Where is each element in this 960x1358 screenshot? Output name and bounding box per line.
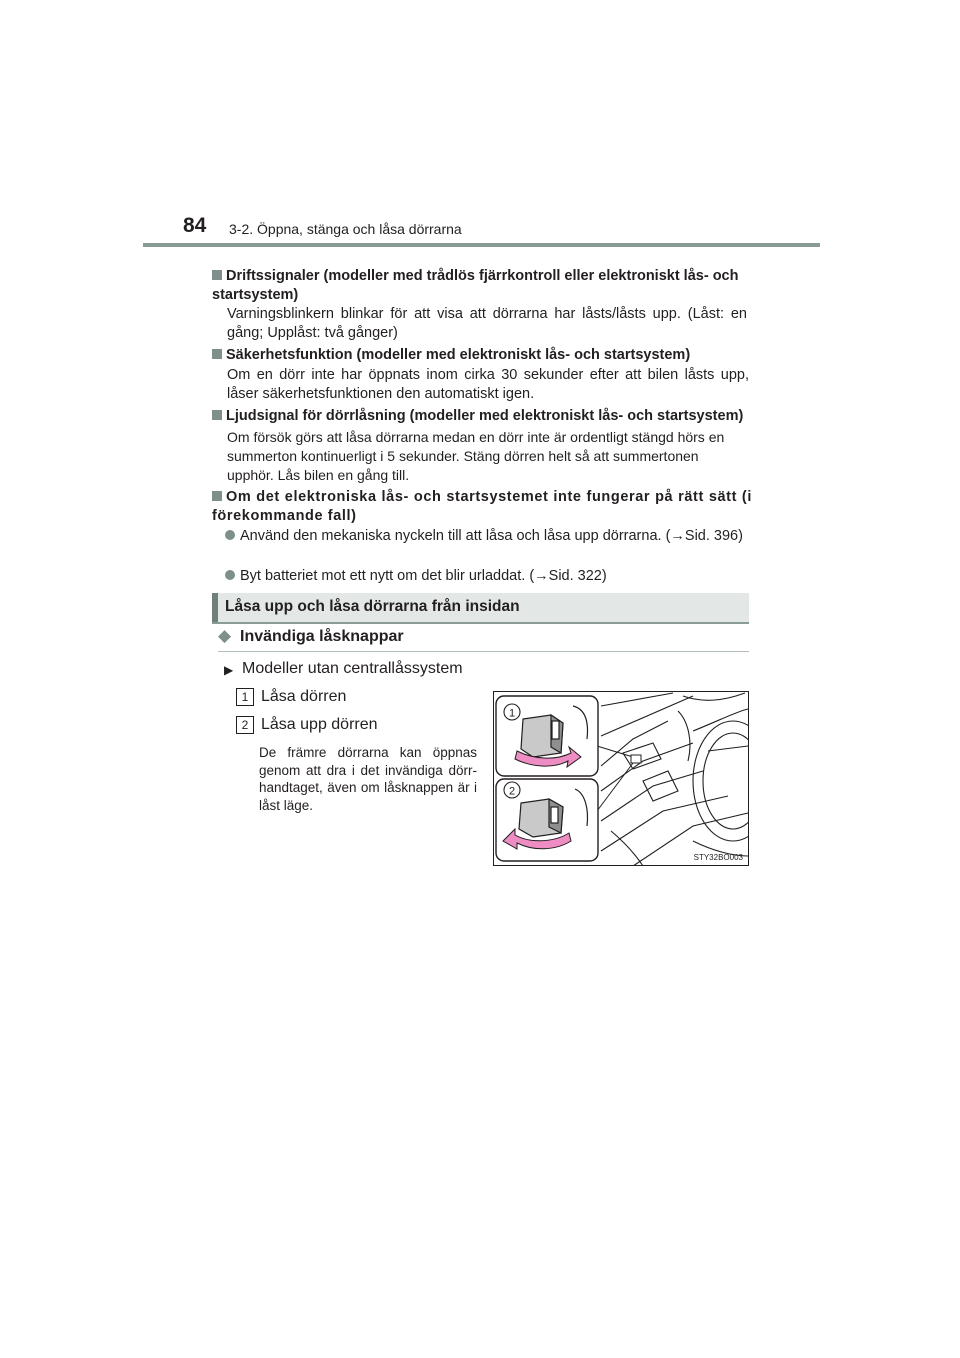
callout-2: 2 xyxy=(508,785,516,798)
door-lock-illustration xyxy=(493,691,749,866)
bullet-batteriet xyxy=(225,567,749,586)
item-body-sakerhet: Om en dörr inte har öppnats inom cirka 30 sekunder efter att bilen låsts upp, låser säkerhetsfunktionen den automatiskt igen. xyxy=(227,367,749,402)
chapter-title: 3-2. Öppna, stänga och låsa dörrarna xyxy=(229,221,462,237)
item-title: Säkerhetsfunktion (modeller med elektroniskt lås- och startsystem) xyxy=(226,347,691,363)
subsection-rule xyxy=(218,651,749,652)
step-number-2: 2 xyxy=(236,716,254,734)
triangle-right-icon: ▶ xyxy=(224,663,234,677)
round-bullet-icon xyxy=(225,570,235,580)
item-title: Ljudsignal för dörrlåsning (modeller med elektroniskt lås- och startsystem) xyxy=(226,408,744,424)
bullet-text: Byt batteriet mot ett nytt om det blir urladdat. (→Sid. 322) xyxy=(240,568,607,584)
bullet-mekaniska-nyckeln xyxy=(225,527,749,546)
item-title: Driftssignaler (modeller med trådlös fjärrkontroll eller elektroniskt lås- och startsystem) xyxy=(212,268,739,303)
step-text-unlock: Låsa upp dörren xyxy=(261,716,378,733)
item-heading-sakerhet xyxy=(212,346,752,365)
page-number: 84 xyxy=(183,214,207,237)
item-body-ljudsignal: Om försök görs att låsa dörrarna medan en dörr inte är ordentligt stängd hörs en summerton kontinuerligt i 5 sekunder. Stäng dörren helt så att summertonen upphör. Lås bilen en gång till. xyxy=(227,429,725,483)
section-stripe xyxy=(212,593,218,622)
round-bullet-icon xyxy=(225,530,235,540)
step-text-lock: Låsa dörren xyxy=(261,688,347,705)
subsection-title: Invändiga låsknappar xyxy=(240,628,404,645)
section-header xyxy=(212,593,749,624)
section-title: Låsa upp och låsa dörrarna från insidan xyxy=(225,598,520,615)
square-bullet-icon xyxy=(212,491,222,501)
square-bullet-icon xyxy=(212,349,222,359)
step-number-1: 1 xyxy=(236,688,254,706)
square-bullet-icon xyxy=(212,410,222,420)
diamond-icon: ◆ xyxy=(218,626,232,645)
callout-1: 1 xyxy=(508,707,516,720)
item-heading-elektroniska xyxy=(212,488,752,526)
bullet-text: Använd den mekaniska nyckeln till att låsa och låsa upp dörrarna. (→Sid. 396) xyxy=(240,528,743,544)
item-body-drift: Varningsblinkern blinkar för att visa att dörrarna har låsts/låsts upp. (Låst: en gång; Upplåst: två gånger) xyxy=(227,306,747,341)
model-label: Modeller utan centrallåssystem xyxy=(242,660,463,677)
item-heading-ljudsignal xyxy=(212,407,757,426)
figure-code: STY32BO003 xyxy=(693,853,743,862)
item-title: Om det elektroniska lås- och startsystemet inte fungerar på rätt sätt (i förekommande fall) xyxy=(212,489,752,524)
step-note: De främre dörrarna kan öppnas genom att dra i det invändiga dörr-handtaget, även om låsknappen är i låst läge. xyxy=(259,745,477,813)
item-heading-drift xyxy=(212,267,752,305)
header-rule xyxy=(143,243,820,247)
square-bullet-icon xyxy=(212,270,222,280)
